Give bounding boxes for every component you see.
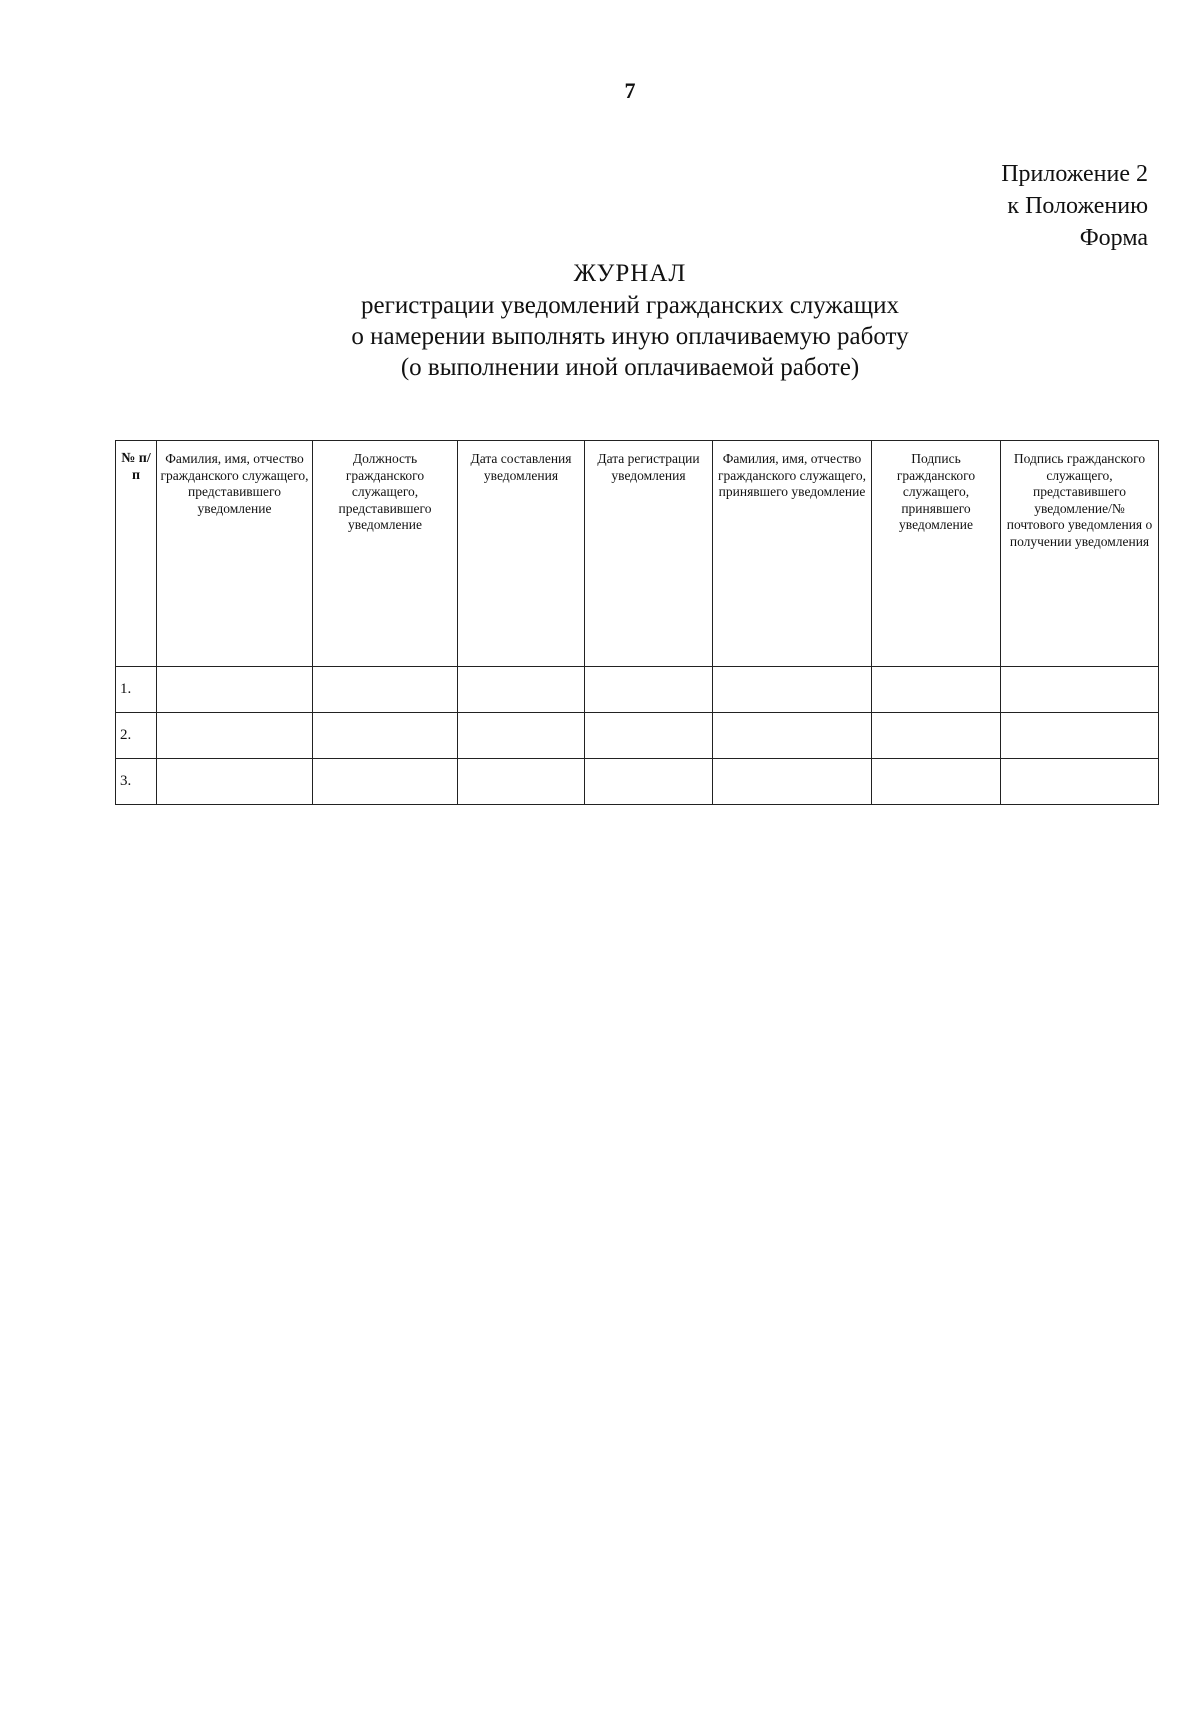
table-cell bbox=[458, 667, 585, 713]
header-registration-date: Дата регистрации уведомления bbox=[585, 441, 713, 667]
row-number: 2. bbox=[116, 713, 157, 759]
header-compiled-date: Дата составления уведомления bbox=[458, 441, 585, 667]
title-line-1: регистрации уведомлений гражданских служащих bbox=[361, 292, 899, 319]
table-cell bbox=[458, 759, 585, 805]
row-number: 3. bbox=[116, 759, 157, 805]
table-cell bbox=[713, 713, 872, 759]
table-cell bbox=[313, 667, 458, 713]
header-receiver-signature: Подпись гражданского служащего, принявшего уведомление bbox=[872, 441, 1001, 667]
title-line-3: (о выполнении иной оплачиваемой работе) bbox=[400, 354, 860, 381]
table-row bbox=[116, 759, 1159, 805]
table-cell bbox=[872, 759, 1001, 805]
page-number: 7 bbox=[624, 78, 636, 103]
appendix-line-2: к Положению bbox=[1007, 193, 1148, 219]
table-cell bbox=[458, 713, 585, 759]
table-cell bbox=[713, 667, 872, 713]
header-number: № п/п bbox=[116, 441, 157, 667]
table-cell bbox=[157, 713, 313, 759]
table-cell bbox=[313, 713, 458, 759]
table-cell bbox=[713, 759, 872, 805]
table-cell bbox=[585, 713, 713, 759]
header-receiver-name: Фамилия, имя, отчество гражданского служащего, принявшего уведомление bbox=[713, 441, 872, 667]
header-submitter-position: Должность гражданского служащего, представившего уведомление bbox=[313, 441, 458, 667]
table-cell bbox=[1001, 713, 1159, 759]
appendix-line-1: Приложение 2 bbox=[1001, 161, 1148, 187]
table-cell bbox=[872, 713, 1001, 759]
table-cell bbox=[157, 759, 313, 805]
table-cell bbox=[313, 759, 458, 805]
registration-journal-table bbox=[115, 440, 1159, 805]
table-cell bbox=[585, 759, 713, 805]
document-title bbox=[0, 258, 1200, 383]
appendix-line-3: Форма bbox=[1079, 225, 1148, 251]
table-cell bbox=[872, 667, 1001, 713]
table-row bbox=[116, 713, 1159, 759]
header-submitter-name: Фамилия, имя, отчество гражданского служащего, представившего уведомление bbox=[157, 441, 313, 667]
table-cell bbox=[1001, 759, 1159, 805]
table-header-row bbox=[116, 441, 1159, 667]
appendix-reference bbox=[1001, 158, 1148, 254]
table-row bbox=[116, 667, 1159, 713]
title-journal: ЖУРНАЛ bbox=[573, 260, 687, 287]
table-cell bbox=[1001, 667, 1159, 713]
row-number: 1. bbox=[116, 667, 157, 713]
table-cell bbox=[585, 667, 713, 713]
title-line-2: о намерении выполнять иную оплачиваемую работу bbox=[351, 323, 909, 350]
header-submitter-signature: Подпись гражданского служащего, представившего уведомление/№ почтового уведомления о получении уведомления bbox=[1001, 441, 1159, 667]
table-cell bbox=[157, 667, 313, 713]
